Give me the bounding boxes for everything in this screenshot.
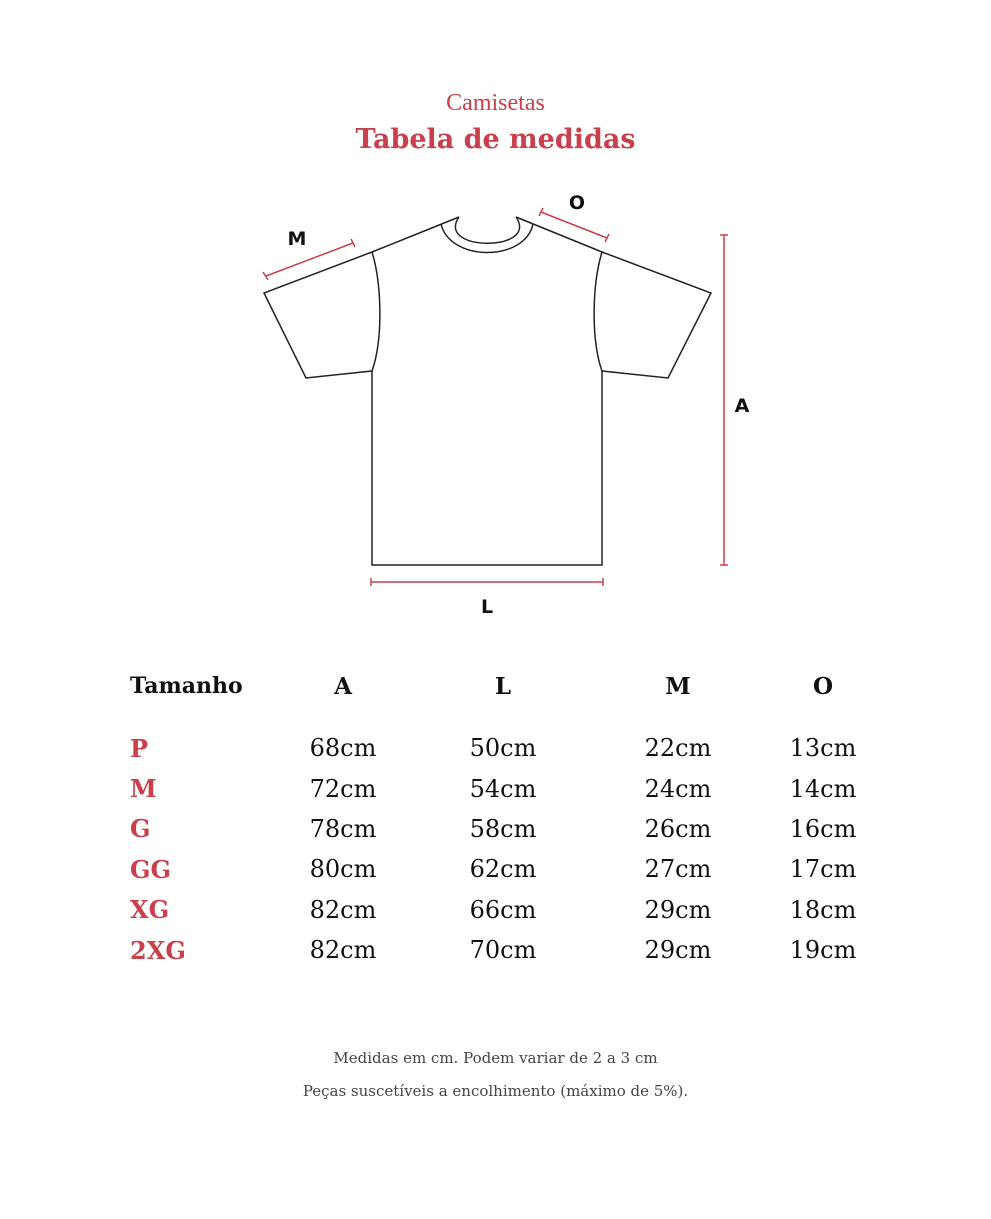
value-cell: 82cm xyxy=(309,895,377,924)
table-spacer xyxy=(118,708,878,728)
measure-m-line xyxy=(263,239,355,280)
measure-a-line xyxy=(720,235,728,565)
header-m: M xyxy=(665,672,691,700)
value-cell: 29cm xyxy=(644,936,712,965)
size-cell: GG xyxy=(130,854,171,884)
value-cell: 54cm xyxy=(469,774,537,803)
header-l: L xyxy=(494,672,512,700)
value-cell: 78cm xyxy=(309,814,377,843)
tshirt-outline xyxy=(264,217,711,565)
value-cell: 19cm xyxy=(789,936,857,965)
measurement-note: Medidas em cm. Podem variar de 2 a 3 cm xyxy=(333,1049,658,1067)
value-cell: 80cm xyxy=(309,855,377,884)
value-cell: 14cm xyxy=(789,774,857,803)
value-cell: 16cm xyxy=(789,814,857,843)
value-cell: 13cm xyxy=(789,734,857,763)
page-title: Tabela de medidas xyxy=(355,124,636,155)
value-cell: 58cm xyxy=(469,814,537,843)
measure-m-label: M xyxy=(287,228,307,250)
value-cell: 70cm xyxy=(469,936,537,965)
value-cell: 29cm xyxy=(644,895,712,924)
header-tamanho: Tamanho xyxy=(130,673,243,699)
header-o: O xyxy=(812,672,834,700)
size-cell: G xyxy=(130,814,151,844)
tshirt-left-armhole xyxy=(372,252,380,371)
table-row xyxy=(118,890,878,930)
header-a: A xyxy=(334,672,352,700)
value-cell: 27cm xyxy=(644,855,712,884)
size-cell: 2XG xyxy=(130,935,186,965)
value-cell: 17cm xyxy=(789,855,857,884)
value-cell: 22cm xyxy=(644,734,712,763)
value-cell: 26cm xyxy=(644,814,712,843)
tshirt-right-armhole xyxy=(594,252,602,371)
measure-a-label: A xyxy=(734,395,750,417)
value-cell: 24cm xyxy=(644,774,712,803)
category-subtitle: Camisetas xyxy=(446,90,545,116)
table-row xyxy=(118,930,878,970)
tshirt-collar-outer xyxy=(455,217,519,243)
value-cell: 82cm xyxy=(309,936,377,965)
table-row xyxy=(118,768,878,808)
value-cell: 18cm xyxy=(789,895,857,924)
size-table xyxy=(118,664,878,970)
value-cell: 72cm xyxy=(309,774,377,803)
size-cell: P xyxy=(130,733,149,763)
shrinkage-note: Peças suscetíveis a encolhimento (máximo de 5%). xyxy=(302,1082,689,1100)
table-row xyxy=(118,809,878,849)
table-row xyxy=(118,849,878,889)
table-header-row xyxy=(118,664,878,708)
value-cell: 50cm xyxy=(469,734,537,763)
measure-l-label: L xyxy=(480,596,494,618)
size-cell: M xyxy=(130,774,157,804)
value-cell: 62cm xyxy=(469,855,537,884)
measure-l-line xyxy=(371,578,603,586)
table-row xyxy=(118,728,878,768)
size-cell: XG xyxy=(130,895,170,925)
value-cell: 66cm xyxy=(469,895,537,924)
measure-o-label: O xyxy=(568,192,586,214)
value-cell: 68cm xyxy=(309,734,377,763)
